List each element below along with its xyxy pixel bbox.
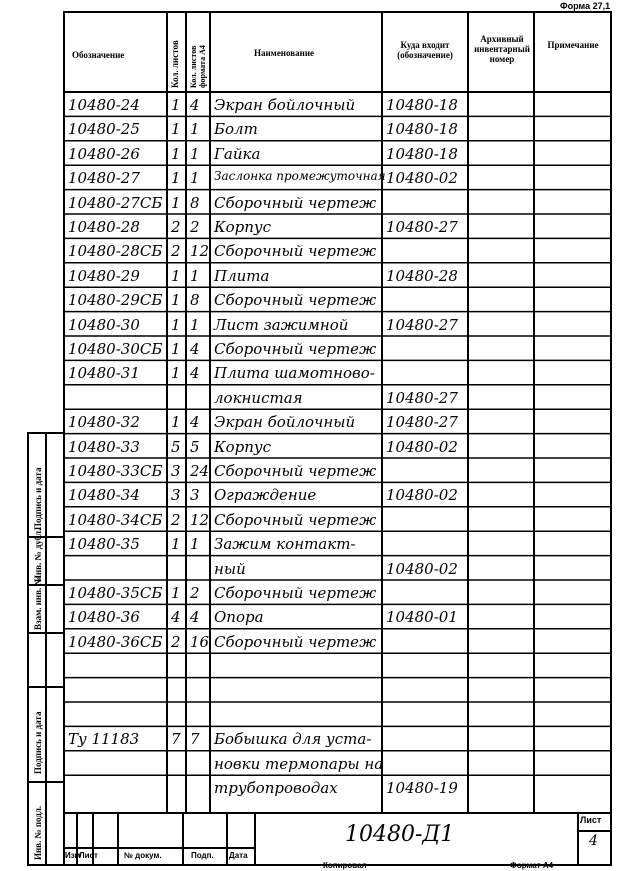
row-a4: 1 <box>190 120 200 139</box>
row-where-used: 10480-27 <box>386 315 458 334</box>
row-designation: 10480-35 <box>68 535 140 554</box>
row-sheets: 3 <box>171 486 181 505</box>
row-a4: 4 <box>190 413 200 432</box>
row-name: Плита шамотново- <box>214 364 375 383</box>
row-sheets: 2 <box>171 510 181 529</box>
row-sheets: 1 <box>171 96 181 114</box>
row-where-used: 10480-18 <box>386 96 458 114</box>
row-designation: 10480-27СБ <box>68 193 163 212</box>
row-designation: 10480-33СБ <box>68 462 163 480</box>
row-name: Сборочный чертеж <box>214 462 377 480</box>
row-sheets: 1 <box>171 413 181 432</box>
row-name: ный <box>214 559 246 578</box>
row-where-used: 10480-27 <box>386 413 458 432</box>
row-a4: 7 <box>190 730 200 749</box>
row-sheets: 7 <box>171 730 181 749</box>
row-designation: 10480-31 <box>68 364 140 383</box>
row-a4: 12 <box>190 510 210 529</box>
sheet-number: 4 <box>589 833 598 849</box>
row-designation: 10480-27 <box>68 169 140 188</box>
row-a4: 16 <box>190 632 210 651</box>
side-replace-inv: Взам. инв. № <box>33 576 43 630</box>
row-name: новки термопары на <box>214 754 384 773</box>
row-name: Сборочный чертеж <box>214 291 377 310</box>
row-name: Гайка <box>214 144 261 163</box>
row-name: Лист зажимной <box>214 315 349 334</box>
title-col-sign: Подп. <box>191 851 214 860</box>
doc-number: 10480-Д1 <box>345 822 455 847</box>
row-name: Опора <box>214 608 264 627</box>
row-sheets: 2 <box>171 218 181 236</box>
row-name: Экран бойлочный <box>214 413 356 432</box>
row-sheets: 1 <box>171 144 181 163</box>
row-designation: 10480-32 <box>68 413 140 432</box>
row-designation: 10480-26 <box>68 144 140 163</box>
row-name: Сборочный чертеж <box>214 340 377 358</box>
sheet-label: Лист <box>580 815 602 825</box>
row-sheets: 4 <box>171 608 181 627</box>
row-name: Болт <box>214 120 258 139</box>
title-col-change: Изм <box>65 851 81 860</box>
row-a4: 4 <box>190 96 200 114</box>
row-name: Сборочный чертеж <box>214 510 377 529</box>
row-name: Бобышка для уста- <box>214 730 372 749</box>
row-a4: 2 <box>190 218 200 236</box>
header-designation: Обозначение <box>72 50 125 60</box>
row-a4: 24 <box>190 462 210 480</box>
copied-label: Копировал <box>323 861 367 870</box>
row-designation: Ту 11183 <box>68 730 140 749</box>
title-col-doc: № докум. <box>124 851 162 860</box>
row-a4: 1 <box>190 315 200 334</box>
row-designation: 10480-34СБ <box>68 510 163 529</box>
row-where-used: 10480-01 <box>386 608 458 627</box>
row-a4: 1 <box>190 266 200 285</box>
header-where-used: Куда входит (обозначение) <box>397 40 453 60</box>
row-name: Сборочный чертеж <box>214 632 377 651</box>
row-a4: 8 <box>190 291 200 310</box>
row-where-used: 10480-27 <box>386 388 458 407</box>
title-col-sheet: Лист <box>79 851 98 860</box>
row-designation: 10480-30СБ <box>68 340 163 358</box>
header-name: Наименование <box>254 48 314 58</box>
row-name: Корпус <box>214 437 272 456</box>
row-sheets: 1 <box>171 584 181 602</box>
side-sign-date-1: Подпись и дата <box>33 467 43 530</box>
row-where-used: 10480-02 <box>386 486 458 505</box>
header-sheets-a4: Кол. листов формата А4 <box>189 45 207 88</box>
row-designation: 10480-30 <box>68 315 140 334</box>
row-designation: 10480-36СБ <box>68 632 163 651</box>
row-name: Экран бойлочный <box>214 96 356 114</box>
row-a4: 12 <box>190 242 210 261</box>
row-name: Сборочный чертеж <box>214 242 377 261</box>
row-sheets: 1 <box>171 315 181 334</box>
row-sheets: 5 <box>171 437 181 456</box>
row-a4: 4 <box>190 608 200 627</box>
side-orig-inv: Инв. № подл. <box>33 805 43 860</box>
row-where-used: 10480-19 <box>386 779 458 798</box>
row-sheets: 2 <box>171 632 181 651</box>
row-name: Сборочный чертеж <box>214 584 377 602</box>
row-designation: 10480-33 <box>68 437 140 456</box>
header-sheets-count: Кол. листов <box>170 40 180 88</box>
row-sheets: 1 <box>171 535 181 554</box>
row-sheets: 3 <box>171 462 181 480</box>
row-designation: 10480-28СБ <box>68 242 163 261</box>
row-where-used: 10480-02 <box>386 559 458 578</box>
row-a4: 5 <box>190 437 200 456</box>
row-where-used: 10480-18 <box>386 120 458 139</box>
row-name: Заслонка промежуточная <box>214 169 386 184</box>
row-sheets: 1 <box>171 340 181 358</box>
row-designation: 10480-29 <box>68 266 140 285</box>
row-where-used: 10480-27 <box>386 218 458 236</box>
row-where-used: 10480-28 <box>386 266 458 285</box>
row-sheets: 1 <box>171 364 181 383</box>
row-designation: 10480-35СБ <box>68 584 163 602</box>
row-sheets: 1 <box>171 169 181 188</box>
row-name: Зажим контакт- <box>214 535 356 554</box>
row-sheets: 1 <box>171 266 181 285</box>
row-name: Сборочный чертеж <box>214 193 377 212</box>
row-designation: 10480-34 <box>68 486 140 505</box>
row-designation: 10480-28 <box>68 218 140 236</box>
form-label: Форма 27,1 <box>560 1 611 11</box>
row-designation: 10480-29СБ <box>68 291 163 310</box>
row-a4: 1 <box>190 535 200 554</box>
row-a4: 8 <box>190 193 200 212</box>
row-name: Плита <box>214 266 270 285</box>
row-name: трубопроводах <box>214 779 338 798</box>
row-where-used: 10480-02 <box>386 437 458 456</box>
row-name: локнистая <box>214 388 303 407</box>
side-sign-date-2: Подпись и дата <box>33 711 43 774</box>
title-col-date: Дата <box>229 851 248 860</box>
format-label: Формат А4 <box>510 861 554 870</box>
row-a4: 2 <box>190 584 200 602</box>
row-sheets: 2 <box>171 242 181 261</box>
row-name: Корпус <box>214 218 272 236</box>
header-archive-no: Архивный инвентарный номер <box>474 34 530 64</box>
row-name: Ограждение <box>214 486 317 505</box>
row-designation: 10480-36 <box>68 608 140 627</box>
row-where-used: 10480-02 <box>386 169 458 188</box>
row-sheets: 1 <box>171 291 181 310</box>
row-sheets: 1 <box>171 193 181 212</box>
row-a4: 4 <box>190 340 200 358</box>
row-a4: 1 <box>190 144 200 163</box>
row-a4: 3 <box>190 486 200 505</box>
header-note: Примечание <box>547 40 599 50</box>
row-sheets: 1 <box>171 120 181 139</box>
row-a4: 4 <box>190 364 200 383</box>
row-designation: 10480-24 <box>68 96 140 114</box>
side-dup-inv: Инв. № дубл. <box>33 528 43 582</box>
row-where-used: 10480-18 <box>386 144 458 163</box>
row-designation: 10480-25 <box>68 120 140 139</box>
row-a4: 1 <box>190 169 200 188</box>
